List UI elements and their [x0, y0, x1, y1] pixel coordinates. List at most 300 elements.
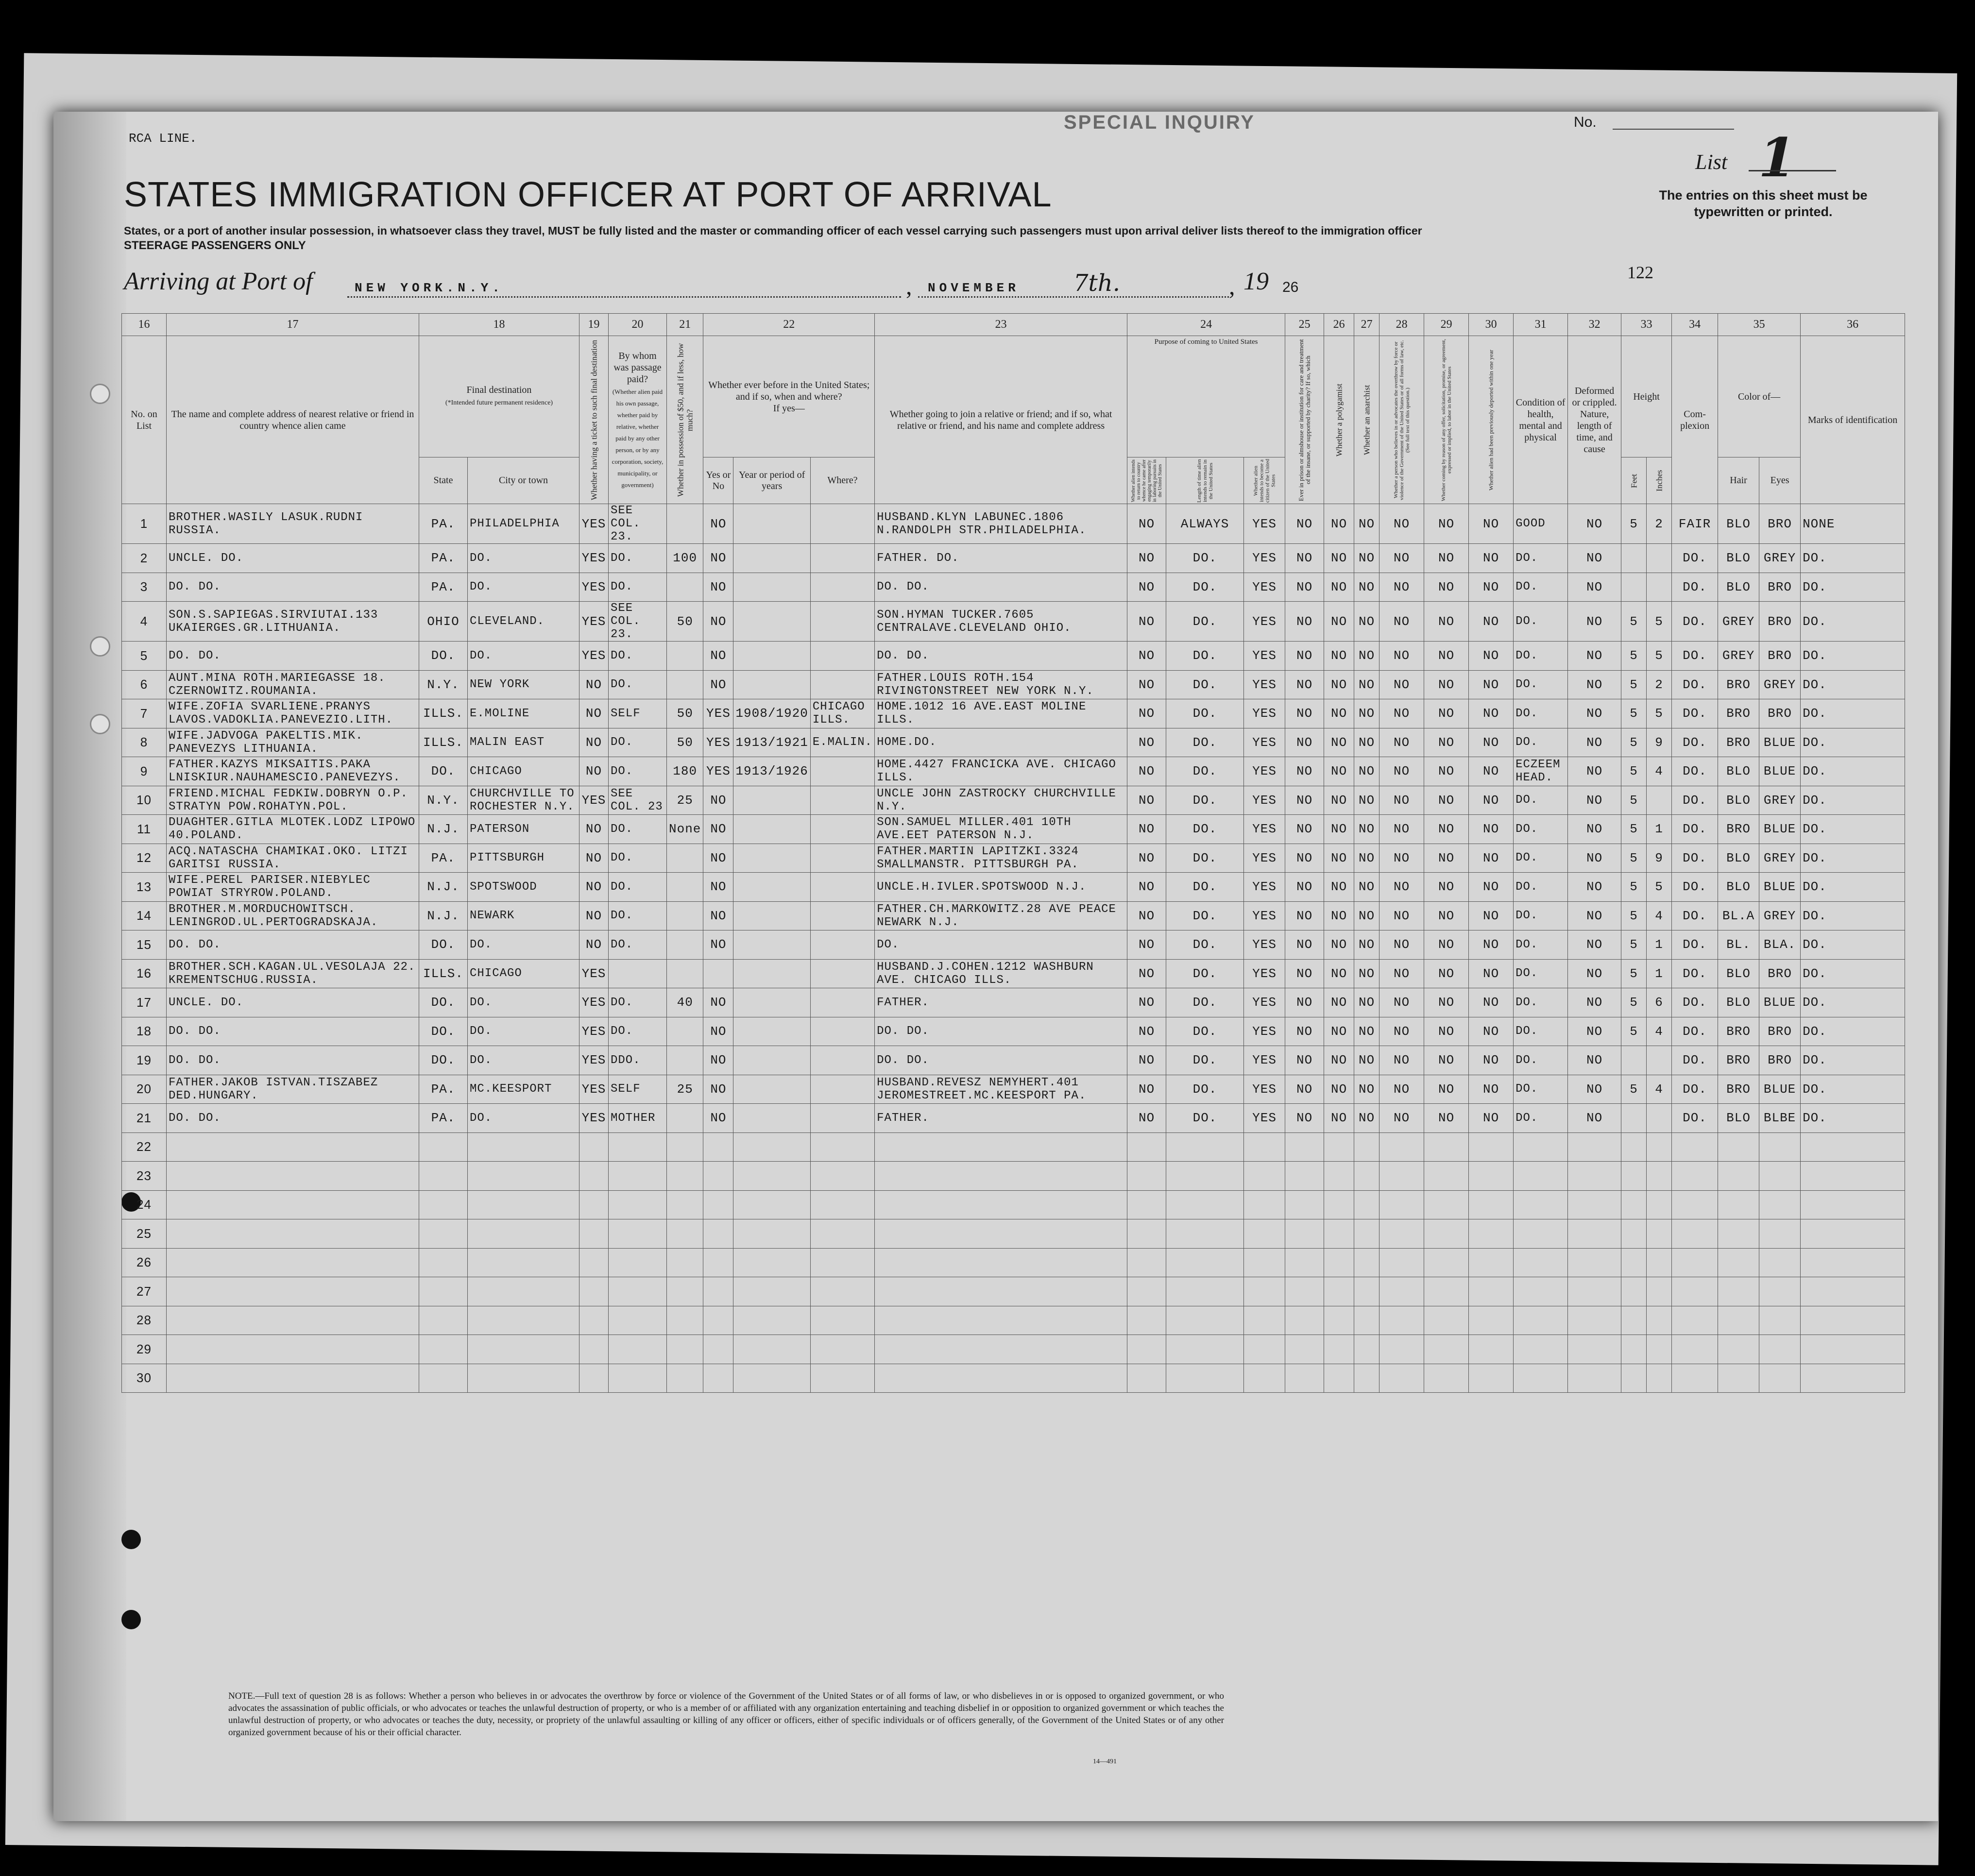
anarchist: NO — [1354, 930, 1379, 960]
health-condition: DO. — [1514, 728, 1568, 757]
purpose-return: NO — [1127, 959, 1166, 988]
polygamist: NO — [1324, 1075, 1354, 1104]
purpose-length: DO. — [1166, 642, 1244, 671]
destination-city: CHICAGO — [468, 757, 579, 786]
hair-color: BRO — [1718, 1075, 1759, 1104]
money — [667, 504, 703, 544]
height-feet: 5 — [1621, 504, 1647, 544]
height-inches: 4 — [1647, 757, 1672, 786]
question-29: NO — [1424, 873, 1469, 902]
joining-relative: FATHER.LOUIS ROTH.154 RIVINGTONSTREET NEW YORK N.Y. — [875, 670, 1127, 699]
passage-paid-by: DO. — [609, 1017, 667, 1046]
joining-relative: FATHER.MARTIN LAPITZKI.3324 SMALLMANSTR. PITTSBURGH PA. — [875, 844, 1127, 873]
us-where — [810, 1364, 874, 1393]
hair-color: BLO — [1718, 544, 1759, 573]
question-28: NO — [1379, 602, 1424, 642]
header-deformed: Deformed or crippled. Nature, length of time, and cause — [1568, 336, 1621, 504]
us-where — [810, 873, 874, 902]
question-29: NO — [1424, 670, 1469, 699]
polygamist — [1324, 1190, 1354, 1219]
steerage-label: STEERAGE PASSENGERS ONLY — [124, 239, 306, 252]
complexion: DO. — [1672, 670, 1718, 699]
header-height: Height — [1621, 336, 1672, 457]
destination-state: OHIO — [419, 602, 468, 642]
table-row — [122, 1104, 1905, 1133]
anarchist: NO — [1354, 959, 1379, 988]
nearest-relative: BROTHER.WASILY LASUK.RUDNI RUSSIA. — [167, 504, 419, 544]
passage-paid-by — [609, 1219, 667, 1249]
us-where — [810, 1017, 874, 1046]
complexion: DO. — [1672, 728, 1718, 757]
row-number: 21 — [122, 1104, 167, 1133]
question-28: NO — [1379, 757, 1424, 786]
been-in-us: YES — [703, 757, 733, 786]
height-inches: 2 — [1647, 670, 1672, 699]
anarchist — [1354, 1219, 1379, 1249]
arriving-label: Arriving at Port of — [124, 268, 313, 295]
purpose-citizen: YES — [1244, 873, 1285, 902]
header-joining: Whether going to join a relative or friend; and if so, what relative or friend, and his name and complete address — [875, 336, 1127, 504]
anarchist: NO — [1354, 1104, 1379, 1133]
health-condition: DO. — [1514, 602, 1568, 642]
deformed: NO — [1568, 815, 1621, 844]
purpose-return: NO — [1127, 844, 1166, 873]
destination-city — [468, 1335, 579, 1364]
us-where — [810, 1335, 874, 1364]
column-number: 22 — [703, 314, 875, 336]
purpose-citizen: YES — [1244, 901, 1285, 930]
row-number: 8 — [122, 728, 167, 757]
deformed: NO — [1568, 699, 1621, 728]
destination-city: CHICAGO — [468, 959, 579, 988]
ticket: YES — [579, 988, 609, 1017]
deformed: NO — [1568, 901, 1621, 930]
us-years — [733, 602, 810, 642]
us-where — [810, 901, 874, 930]
us-years — [733, 1190, 810, 1219]
nearest-relative: WIFE.PEREL PARISER.NIEBYLEC POWIAT STRYROW.POLAND. — [167, 873, 419, 902]
row-number: 3 — [122, 573, 167, 602]
day-value: 7th. — [1073, 270, 1120, 297]
row-number: 24 — [122, 1190, 167, 1219]
purpose-return: NO — [1127, 901, 1166, 930]
month-value: NOVEMBER — [928, 281, 1020, 295]
deformed: NO — [1568, 670, 1621, 699]
purpose-citizen: YES — [1244, 815, 1285, 844]
destination-city: DO. — [468, 573, 579, 602]
purpose-length: DO. — [1166, 959, 1244, 988]
prison-almshouse: NO — [1285, 504, 1324, 544]
ticket: YES — [579, 544, 609, 573]
deformed — [1568, 1190, 1621, 1219]
table-row — [122, 1017, 1905, 1046]
hair-color: BLO — [1718, 844, 1759, 873]
passage-paid-by: SEE COL. 23 — [609, 786, 667, 815]
eye-color — [1759, 1132, 1801, 1162]
anarchist: NO — [1354, 504, 1379, 544]
prison-almshouse — [1285, 1306, 1324, 1335]
destination-city — [468, 1190, 579, 1219]
row-number: 6 — [122, 670, 167, 699]
us-years — [733, 1046, 810, 1075]
prison-almshouse: NO — [1285, 786, 1324, 815]
joining-relative: DO. DO. — [875, 1046, 1127, 1075]
question-29: NO — [1424, 815, 1469, 844]
height-feet: 5 — [1621, 844, 1647, 873]
question-28: NO — [1379, 844, 1424, 873]
anarchist: NO — [1354, 844, 1379, 873]
destination-city — [468, 1364, 579, 1393]
health-condition — [1514, 1364, 1568, 1393]
deformed: NO — [1568, 642, 1621, 671]
table-row — [122, 1277, 1905, 1306]
complexion: FAIR — [1672, 504, 1718, 544]
height-inches: 5 — [1647, 699, 1672, 728]
hair-color: BRO — [1718, 815, 1759, 844]
purpose-length: DO. — [1166, 844, 1244, 873]
health-condition: ECZEEM HEAD. — [1514, 757, 1568, 786]
question-28: NO — [1379, 786, 1424, 815]
purpose-return: NO — [1127, 573, 1166, 602]
height-inches — [1647, 1190, 1672, 1219]
us-where — [810, 1104, 874, 1133]
previously-deported: NO — [1469, 573, 1514, 602]
identification-marks: NONE — [1801, 504, 1905, 544]
punch-hole — [121, 1530, 141, 1549]
health-condition: DO. — [1514, 699, 1568, 728]
joining-relative: DO. — [875, 930, 1127, 960]
purpose-citizen — [1244, 1335, 1285, 1364]
purpose-length — [1166, 1364, 1244, 1393]
deformed — [1568, 1162, 1621, 1191]
been-in-us: NO — [703, 1017, 733, 1046]
destination-city — [468, 1306, 579, 1335]
prison-almshouse: NO — [1285, 930, 1324, 960]
eye-color: BLUE — [1759, 873, 1801, 902]
header-where: Where? — [810, 457, 874, 504]
height-feet: 5 — [1621, 699, 1647, 728]
row-number: 10 — [122, 786, 167, 815]
joining-relative: FATHER. — [875, 1104, 1127, 1133]
eye-color: BLUE — [1759, 1075, 1801, 1104]
question-29: NO — [1424, 602, 1469, 642]
joining-relative — [875, 1248, 1127, 1277]
hair-color: BRO — [1718, 1017, 1759, 1046]
previously-deported — [1469, 1335, 1514, 1364]
header-color-of: Color of— — [1718, 336, 1801, 457]
money — [667, 642, 703, 671]
purpose-length — [1166, 1190, 1244, 1219]
health-condition — [1514, 1248, 1568, 1277]
destination-city: DO. — [468, 544, 579, 573]
been-in-us: NO — [703, 1104, 733, 1133]
height-feet — [1621, 1248, 1647, 1277]
joining-relative: FATHER. — [875, 988, 1127, 1017]
eye-color: BRO — [1759, 1017, 1801, 1046]
joining-relative — [875, 1162, 1127, 1191]
polygamist: NO — [1324, 1046, 1354, 1075]
question-29 — [1424, 1132, 1469, 1162]
identification-marks: DO. — [1801, 1017, 1905, 1046]
question-29: NO — [1424, 1104, 1469, 1133]
nearest-relative — [167, 1364, 419, 1393]
header-before-us — [703, 336, 875, 457]
header-passage-paid — [609, 336, 667, 504]
polygamist — [1324, 1132, 1354, 1162]
passage-paid-by: DO. — [609, 873, 667, 902]
previously-deported: NO — [1469, 873, 1514, 902]
column-number: 26 — [1324, 314, 1354, 336]
money — [667, 573, 703, 602]
header-inches: Inches — [1647, 457, 1672, 504]
been-in-us — [703, 959, 733, 988]
polygamist: NO — [1324, 602, 1354, 642]
purpose-length: DO. — [1166, 901, 1244, 930]
column-number: 31 — [1514, 314, 1568, 336]
prison-almshouse: NO — [1285, 1075, 1324, 1104]
polygamist: NO — [1324, 504, 1354, 544]
complexion: DO. — [1672, 1104, 1718, 1133]
purpose-length: DO. — [1166, 699, 1244, 728]
entries-note: The entries on this sheet must be typewritten or printed. — [1659, 188, 1868, 219]
us-years — [733, 786, 810, 815]
us-where — [810, 1132, 874, 1162]
eye-color: BLA. — [1759, 930, 1801, 960]
us-where: E.MALIN. — [810, 728, 874, 757]
purpose-length: DO. — [1166, 544, 1244, 573]
height-feet: 5 — [1621, 757, 1647, 786]
us-where — [810, 1162, 874, 1191]
previously-deported — [1469, 1219, 1514, 1249]
prison-almshouse — [1285, 1364, 1324, 1393]
row-number: 23 — [122, 1162, 167, 1191]
height-feet: 5 — [1621, 786, 1647, 815]
purpose-length: DO. — [1166, 1104, 1244, 1133]
header-money: Whether in possession of $50, and if less, how much? — [667, 336, 703, 504]
anarchist — [1354, 1248, 1379, 1277]
nearest-relative: WIFE.JADVOGA PAKELTIS.MIK. PANEVEZYS LITHUANIA. — [167, 728, 419, 757]
prison-almshouse — [1285, 1219, 1324, 1249]
table-row — [122, 1335, 1905, 1364]
us-where — [810, 1277, 874, 1306]
row-number: 9 — [122, 757, 167, 786]
anarchist: NO — [1354, 1075, 1379, 1104]
purpose-citizen: YES — [1244, 1104, 1285, 1133]
eye-color: BLUE — [1759, 815, 1801, 844]
passage-paid-by: SELF — [609, 1075, 667, 1104]
height-inches — [1647, 573, 1672, 602]
hair-color: BLO — [1718, 873, 1759, 902]
anarchist — [1354, 1364, 1379, 1393]
column-number: 25 — [1285, 314, 1324, 336]
purpose-length — [1166, 1277, 1244, 1306]
question-28: NO — [1379, 699, 1424, 728]
purpose-citizen: YES — [1244, 757, 1285, 786]
us-where — [810, 544, 874, 573]
eye-color: BRO — [1759, 642, 1801, 671]
header-no-on-list: No. on List — [122, 336, 167, 504]
purpose-return: NO — [1127, 988, 1166, 1017]
ticket: NO — [579, 815, 609, 844]
height-feet — [1621, 1190, 1647, 1219]
money: 50 — [667, 728, 703, 757]
health-condition: DO. — [1514, 1075, 1568, 1104]
purpose-length: DO. — [1166, 930, 1244, 960]
passage-paid-by: DO. — [609, 844, 667, 873]
question-29: NO — [1424, 573, 1469, 602]
health-condition: GOOD — [1514, 504, 1568, 544]
identification-marks: DO. — [1801, 959, 1905, 988]
question-29: NO — [1424, 699, 1469, 728]
joining-relative: SON.SAMUEL MILLER.401 10TH AVE.EET PATERSON N.J. — [875, 815, 1127, 844]
header-yes-no: Yes or No — [703, 457, 733, 504]
question-29: NO — [1424, 757, 1469, 786]
question-29: NO — [1424, 988, 1469, 1017]
joining-relative: HUSBAND.REVESZ NEMYHERT.401 JEROMESTREET.MC.KEESPORT PA. — [875, 1075, 1127, 1104]
health-condition: DO. — [1514, 786, 1568, 815]
purpose-citizen: YES — [1244, 504, 1285, 544]
health-condition — [1514, 1277, 1568, 1306]
height-inches: 6 — [1647, 988, 1672, 1017]
eye-color: BRO — [1759, 699, 1801, 728]
us-where — [810, 602, 874, 642]
nearest-relative: DO. DO. — [167, 1017, 419, 1046]
hair-color — [1718, 1364, 1759, 1393]
question-29 — [1424, 1248, 1469, 1277]
table-row — [122, 544, 1905, 573]
form-code: 14—491 — [1093, 1758, 1117, 1765]
nearest-relative — [167, 1306, 419, 1335]
been-in-us: YES — [703, 699, 733, 728]
height-feet — [1621, 1046, 1647, 1075]
previously-deported: NO — [1469, 988, 1514, 1017]
eye-color: GREY — [1759, 844, 1801, 873]
passage-paid-by: DO. — [609, 930, 667, 960]
polygamist — [1324, 1162, 1354, 1191]
column-number: 32 — [1568, 314, 1621, 336]
joining-relative — [875, 1364, 1127, 1393]
eye-color: BRO — [1759, 504, 1801, 544]
anarchist: NO — [1354, 602, 1379, 642]
if-yes-label: If yes— — [773, 403, 805, 414]
column-number: 35 — [1718, 314, 1801, 336]
been-in-us: NO — [703, 930, 733, 960]
money — [667, 1306, 703, 1335]
height-inches: 9 — [1647, 844, 1672, 873]
column-number: 21 — [667, 314, 703, 336]
purpose-citizen: YES — [1244, 1017, 1285, 1046]
destination-city: E.MOLINE — [468, 699, 579, 728]
header-q29: Whether coming by reason of any offer, solicitation, promise, or agreement, expressed or implied, to labor in the United States — [1424, 336, 1469, 504]
height-feet — [1621, 1335, 1647, 1364]
hair-color — [1718, 1335, 1759, 1364]
purpose-return: NO — [1127, 1075, 1166, 1104]
height-inches: 5 — [1647, 642, 1672, 671]
passage-paid-by: MOTHER — [609, 1104, 667, 1133]
eye-color — [1759, 1306, 1801, 1335]
passage-paid-by: DO. — [609, 901, 667, 930]
table-row — [122, 504, 1905, 544]
deformed: NO — [1568, 1046, 1621, 1075]
us-where — [810, 786, 874, 815]
purpose-return: NO — [1127, 930, 1166, 960]
table-row — [122, 959, 1905, 988]
table-row — [122, 930, 1905, 960]
hair-color: BLO — [1718, 504, 1759, 544]
nearest-relative: BROTHER.SCH.KAGAN.UL.VESOLAJA 22. KREMENTSCHUG.RUSSIA. — [167, 959, 419, 988]
complexion — [1672, 1132, 1718, 1162]
nearest-relative — [167, 1219, 419, 1249]
question-28 — [1379, 1306, 1424, 1335]
us-where — [810, 1248, 874, 1277]
prison-almshouse: NO — [1285, 815, 1324, 844]
destination-state: DO. — [419, 930, 468, 960]
anarchist: NO — [1354, 873, 1379, 902]
anarchist: NO — [1354, 786, 1379, 815]
complexion: DO. — [1672, 901, 1718, 930]
purpose-length — [1166, 1132, 1244, 1162]
previously-deported — [1469, 1132, 1514, 1162]
destination-city — [468, 1277, 579, 1306]
destination-state: DO. — [419, 1017, 468, 1046]
question-29 — [1424, 1364, 1469, 1393]
purpose-length — [1166, 1219, 1244, 1249]
steamship-line: RCA LINE. — [129, 131, 197, 146]
identification-marks — [1801, 1162, 1905, 1191]
header-purpose-c: Whether alien intends to become a citizen of the United States — [1244, 457, 1285, 504]
hair-color — [1718, 1306, 1759, 1335]
hair-color — [1718, 1162, 1759, 1191]
health-condition — [1514, 1306, 1568, 1335]
previously-deported — [1469, 1364, 1514, 1393]
port-value: NEW YORK.N.Y. — [355, 281, 504, 295]
ticket: YES — [579, 573, 609, 602]
identification-marks: DO. — [1801, 988, 1905, 1017]
comma: , — [906, 272, 912, 300]
destination-state: PA. — [419, 1104, 468, 1133]
row-number: 7 — [122, 699, 167, 728]
nearest-relative: DO. DO. — [167, 573, 419, 602]
table-row — [122, 1046, 1905, 1075]
polygamist: NO — [1324, 815, 1354, 844]
purpose-citizen: YES — [1244, 844, 1285, 873]
destination-city: SPOTSWOOD — [468, 873, 579, 902]
question-28: NO — [1379, 544, 1424, 573]
anarchist: NO — [1354, 544, 1379, 573]
us-where — [810, 504, 874, 544]
height-inches: 9 — [1647, 728, 1672, 757]
anarchist — [1354, 1162, 1379, 1191]
column-number: 27 — [1354, 314, 1379, 336]
purpose-citizen: YES — [1244, 959, 1285, 988]
deformed: NO — [1568, 1017, 1621, 1046]
eye-color: BLUE — [1759, 728, 1801, 757]
previously-deported: NO — [1469, 670, 1514, 699]
anarchist — [1354, 1277, 1379, 1306]
polygamist: NO — [1324, 670, 1354, 699]
polygamist: NO — [1324, 757, 1354, 786]
passage-paid-by: DO. — [609, 573, 667, 602]
question-28: NO — [1379, 728, 1424, 757]
hair-color: BLO — [1718, 988, 1759, 1017]
identification-marks — [1801, 1219, 1905, 1249]
identification-marks: DO. — [1801, 573, 1905, 602]
passage-paid-by: DO. — [609, 642, 667, 671]
destination-city: NEW YORK — [468, 670, 579, 699]
nearest-relative: DUAGHTER.GITLA MLOTEK.LODZ LIPOWO 40.POLAND. — [167, 815, 419, 844]
eye-color — [1759, 1364, 1801, 1393]
complexion — [1672, 1190, 1718, 1219]
